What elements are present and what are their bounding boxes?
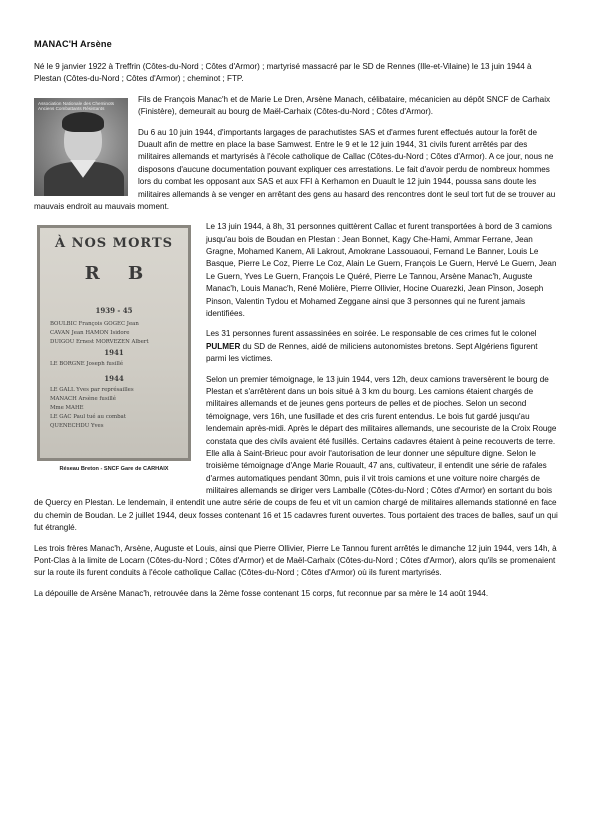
responsible-name: PULMER <box>206 341 241 351</box>
victims-paragraph: Le 13 juin 1944, à 8h, 31 personnes quittèrent Callac et furent transportées à bord de 3 camions jusqu'au bois de Boudan en Plestan : Jean Bonnet, Kagy Che-Hami, Ammar Ferrane, Jean Gragne, Mohamed Kanem, Ali Lakrout, Amokrane Lassouaoui, Fernand Le Banner, Louis Le Basque, Pierre Le Coz, Pierre Le Coz, Alain Le Guern, François Le Guern, Hervé Le Guern, Jean Le Guern, Yves Le Guern, François Le Quéré, Pierre Le Tannou, Arsène Manac'h, Auguste Manac'h, Louis Manac'h, René Molière, Pierre Ollivier, Hocine Ouarezki, Jean Pinson, Joseph Pinson, Valentin Tydou et Mohamed Zeggane ainsi que 3 personnes qui ne furent jamais identifiées. <box>206 222 557 319</box>
plaque-caption: Réseau Breton - SNCF Gare de CARHAIX <box>59 466 169 473</box>
portrait-photo <box>34 98 128 196</box>
arrest-paragraph: Les trois frères Manac'h, Arsène, Auguste et Louis, ainsi que Pierre Ollivier, Pierre Le Tannou furent arrêtés le dimanche 12 juin 1944, vers 14h, à Pont-Clas à la limite de Locarn (Côtes-du-Nord ; Côtes d'Armor) et de Maël-Carhaix (Côtes-du-Nord ; Côtes d'Armor), alors qu'ils se promenaient sur la route ils furent conduits à l'école catholique Callac (Côtes-du-Nord ; Côtes d'Armor) où ils furent martyrisés. <box>34 543 557 578</box>
plaque-line: QUENECHDU Yves <box>50 423 104 430</box>
memorial-plaque <box>37 225 191 461</box>
responsible-text-start: Les 31 personnes furent assassinées en soirée. Le responsable de ces crimes fut le colonel <box>206 329 537 339</box>
plaque-letters: R B <box>84 263 144 285</box>
plaque-line: BOULBIC François GOGEC Jean <box>50 321 139 328</box>
plaque-line: LE GALL Yves par représailles <box>50 387 134 394</box>
plaque-line: 1944 <box>104 374 124 384</box>
family-paragraph: Fils de François Manac'h et de Marie Le Dren, Arsène Manach, célibataire, mécanicien au dépôt SNCF de Carhaix (Finistère), demeurait au bourg de Maël-Carhaix (Côtes-du-Nord ; Côtes d'Armor). <box>138 94 551 117</box>
plaque-line: DUIGOU Ernest MORVEZEN Albert <box>50 339 149 346</box>
context-paragraph: Du 6 au 10 juin 1944, d'importants largages de parachutistes SAS et d'armes furent effectués autour la forêt de Duault afin de mettre en place la base Samwest. Entre le 9 et le 12 juin 1944, 31 civils furent arrêtés par des militaires allemands et martyrisés à l'école catholique de Callac (Côtes-du-Nord ; Côtes d'Armor). A ce jour, nous ne disposons d'aucune documentation pouvant expliquer ces arrestations. Le fait d'avoir perdu de nombreux hommes lors du combat les opposant aux SAS et aux FFI à Kerhamon en Duault le 12 juin 1944, poussa sans doute les militaires allemands à se venger en arrêtant des gens au hasard des rencontres dont le seul tort fut de se trouver au mauvais endroit au mauvais moment. <box>34 127 556 211</box>
responsible-text-end: du SD de Rennes, aidé de miliciens autonomistes bretons. Sept Algériens figurent parmi les victimes. <box>206 341 538 364</box>
plaque-line: CAVAN Jean HAMON Isidore <box>50 330 130 337</box>
plaque-line: LE GAC Paul tué au combat <box>50 414 126 421</box>
memorial-plaque-photo <box>34 223 194 485</box>
intro-paragraph: Né le 9 janvier 1922 à Treffrin (Côtes-du-Nord ; Côtes d'Armor) ; martyrisé massacré par le SD de Rennes (Ille-et-Vilaine) le 13 juin 1944 à Plestan (Côtes-du-Nord ; Côtes d'Armor) ; cheminot ; FTP. <box>34 61 532 84</box>
document-page <box>34 38 558 608</box>
plaque-line: LE BORGNE Joseph fusillé <box>50 361 124 368</box>
page-title: MANAC'H Arsène <box>34 39 112 49</box>
plaque-line: 1941 <box>104 348 124 358</box>
plaque-line: Mme MAHE <box>50 405 84 412</box>
plaque-line: MANACH Arsène fusillé <box>50 396 116 403</box>
testimony-paragraph: Selon un premier témoignage, le 13 juin 1944, vers 12h, deux camions traversèrent le bourg de Plestan et s'arrêtèrent dans un bois situé à 3 km du bourg. Les camions étaient chargés de militaires allemands et de jeunes gens porteurs de pelles et de pioches. Selon un second témoignage, vers 16h, une fusillade et des cris furent entendus. Le bois fut gardé jusqu'au lendemain après-midi. Après le départ des militaires allemands, une secouriste de la Croix Rouge constata que des civils avaient été fusillés. Certains cadavres étaient à peine recouverts de terre. Elle alla à Saint-Brieuc pour avoir l'autorisation de leur donner une sépulture digne. Selon le troisième témoignage d'Ange Marie Rouault, 47 ans, cultivateur, il entendit une série de rafales d'armes automatiques pendant 30mn, puis il vit trois camions et une voiture noire chargés de militaires allemands se diriger vers Lamballe (Côtes-du-Nord ; Côtes d'Armor) en sortant du bois de Quercy en Plestan. Le lendemain, il entendit une autre série de coups de feu et vit un camion chargé de militaires allemands stationné en face du chemin de Boudan. Le 2 juillet 1944, deux fosses contenant 16 et 15 cadavres furent ouvertes. Tous portaient des traces de balles, sauf un qui fut étranglé. <box>34 374 558 533</box>
photo-caption: Association Nationale des Cheminots Anciens Combattants Résistants <box>38 100 115 112</box>
remains-paragraph: La dépouille de Arsène Manac'h, retrouvée dans la 2ème fosse contenant 15 corps, fut reconnue par sa mère le 14 août 1944. <box>34 588 489 598</box>
photo-hair <box>62 112 104 132</box>
plaque-years: 1939 - 45 <box>95 306 133 316</box>
plaque-heading: À NOS MORTS <box>54 236 174 252</box>
